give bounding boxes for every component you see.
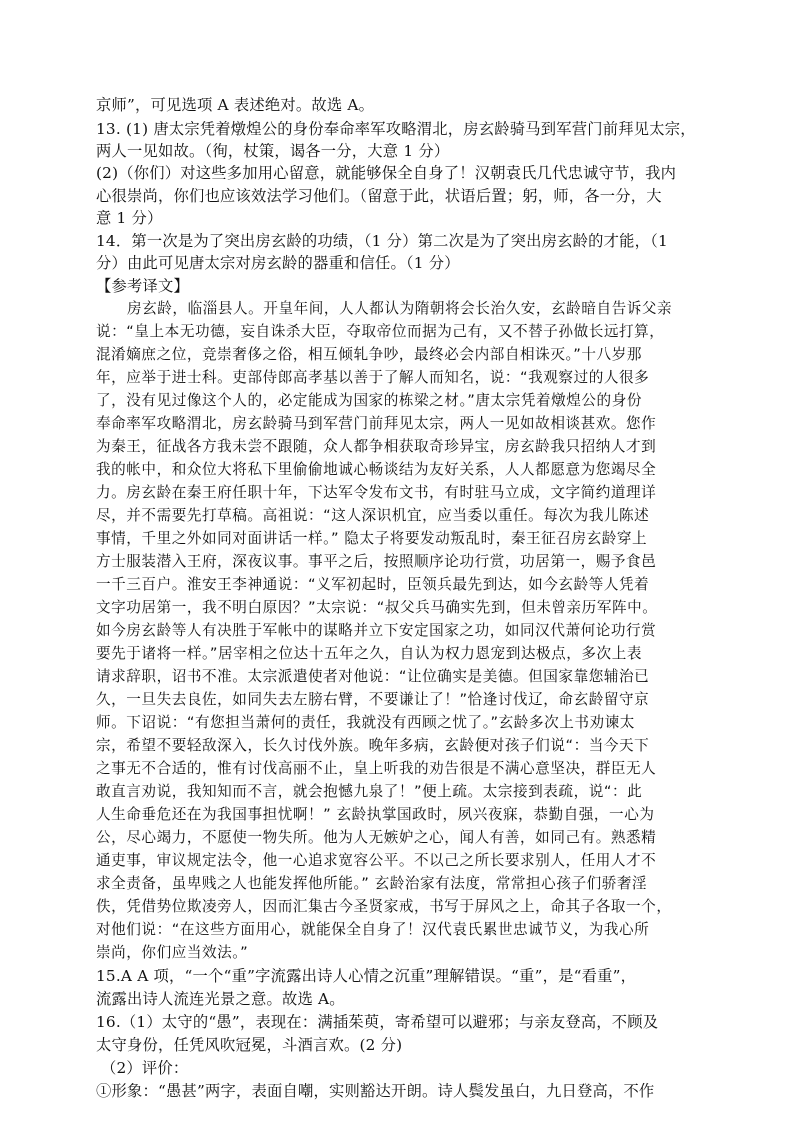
translation-line: 文字功居第一，我不明白原因？”太宗说：“叔父兵马确实先到，但未曾亲历军阵中。	[96, 599, 658, 616]
translation-line: 求全责备，虽卑贱之人也能发挥他所能。” 玄龄治家有法度，常常担心孩子们骄奢淫	[96, 875, 648, 892]
section-heading: 【参考译文】	[96, 277, 189, 295]
translation-line: 一千三百户。淮安王李神通说：“义军初起时，臣领兵最先到达，如今玄龄等人凭着	[96, 576, 650, 593]
translation-line: 师。下诏说：“有您担当萧何的责任，我就没有西顾之忧了。”玄龄多次上书劝谏太	[96, 714, 635, 731]
translation-line: 崇尚，你们应当效法。”	[96, 944, 249, 961]
answer-14-line: 14．第一次是为了突出房玄龄的功绩，（1 分）第二次是为了突出房玄龄的才能，（1	[96, 232, 668, 250]
answer-15-line: 15.A A 项，“一个“重”字流露出诗人心情之沉重”理解错误。“重”，是“看重”，	[96, 967, 637, 985]
translation-line: 房玄龄，临淄县人。开皇年间，人人都认为隋朝将会长治久安，玄龄暗自告诉父亲	[127, 300, 673, 317]
translation-line: 久，一旦失去良佐，如同失去左膀右臂，不要谦让了！”恰逢讨伐辽，命玄龄留守京	[96, 691, 650, 708]
answer-13-1-line: 13. (1) 唐太宗凭着燉煌公的身份奉命率军攻略渭北，房玄龄骑马到军营门前拜见太宗，	[96, 120, 696, 138]
translation-line: 说：“皇上本无功德，妄自诛杀大臣，夺取帝位而据为己有，又不替子孙做长远打算，	[96, 323, 665, 340]
answer-text-line: 两人一见如故。（徇，杖策，谒各一分，大意 1 分）	[96, 142, 450, 160]
translation-line: 之事无不合适的，惟有讨伐高丽不止，皇上听我的劝告很是不满心意坚决，群臣无人	[96, 760, 657, 777]
translation-line: 要先于诸将一样。”居宰相之位达十五年之久，自认为权力恩宠到达极点，多次上表	[96, 645, 642, 662]
translation-line: 人生命垂危还在为我国事担忧啊！” 玄龄执掌国政时，夙兴夜寐，恭勤自强，一心为	[96, 806, 655, 823]
answer-text-line: 京师”，可见选项 A 表述绝对。故选 A。	[96, 96, 375, 114]
translation-line: 佚，凭借势位欺凌旁人，因而汇集古今圣贤家戒，书写于屏风之上，命其子各取一个，	[96, 898, 672, 915]
translation-line: 敢直言劝说，我知知而不言，就会抱憾九泉了！”便上疏。太宗接到表疏，说“：此	[96, 783, 643, 800]
answer-text-line: 太守身份，任凭风吹冠冕，斗酒言欢。(2 分)	[96, 1036, 403, 1054]
translation-line: 通吏事，审议规定法令，他一心追求宽容公平。不以己之所长要求别人，任用人才不	[96, 852, 657, 869]
answer-text-line: 心很崇尚，你们也应该效法学习他们。（留意于此，状语后置；躬，师，各一分，大	[96, 187, 662, 205]
translation-line: 对他们说：“在这些方面用心，就能保全自身了！汉代袁氏累世忠诚节义，为我心所	[96, 921, 650, 938]
translation-line: 为秦王，征战各方我未尝不跟随，众人都争相获取奇珍异宝，房玄龄我只招纳人才到	[96, 438, 657, 455]
translation-line: 如今房玄龄等人有决胜于军帐中的谋略并立下安定国家之功，如同汉代萧何论功行赏	[96, 622, 657, 639]
answer-16-1-line: 16.（1）太守的“愚”，表现在：满插茱萸，寄希望可以避邪；与亲友登高，不顾及	[96, 1013, 659, 1031]
answer-text-line: 分）由此可见唐太宗对房玄龄的器重和信任。（1 分）	[96, 254, 460, 272]
translation-line: 力。房玄龄在秦王府任职十年，下达军令发布文书，有时驻马立成，文字简约道理详	[96, 484, 657, 501]
answer-text-line: ①形象：“愚甚”两字，表面自嘲，实则豁达开朗。诗人鬓发虽白，九日登高，不作	[96, 1082, 655, 1100]
translation-line: 尽，并不需要先打草稿。高祖说：“这人深识机宜，应当委以重任。每次为我儿陈述	[96, 507, 650, 524]
translation-line: 宗，希望不要轻敌深入，长久讨伐外族。晚年多病，玄龄便对孩子们说“：当今天下	[96, 737, 650, 754]
answer-16-2-line: （2）评价：	[101, 1059, 189, 1077]
translation-line: 混淆嫡庶之位，竞崇奢侈之俗，相互倾轧争吵，最终必会内部自相诛灭。”十八岁那	[96, 346, 642, 363]
translation-line: 方士服装潜入王府，深夜议事。事平之后，按照顺序论功行赏，功居第一，赐予食邑	[96, 553, 657, 570]
translation-line: 了，没有见过像这个人的，必定能成为国家的栋梁之材。”唐太宗凭着燉煌公的身份	[96, 392, 642, 409]
translation-line: 年，应举于进士科。吏部侍郎高孝基以善于了解人而知名，说：“我观察过的人很多	[96, 369, 650, 386]
answer-text-line: 意 1 分）	[96, 209, 163, 227]
translation-line: 我的帐中，和众位大将私下里偷偷地诚心畅谈结为友好关系，人人都愿意为您竭尽全	[96, 461, 657, 478]
answer-text-line: 流露出诗人流连光景之意。故选 A。	[96, 990, 345, 1008]
translation-line: 公，尽心竭力，不愿使一物失所。他为人无嫉妒之心，闻人有善，如同己有。熟悉精	[96, 829, 657, 846]
translation-line: 请求辞职，诏书不准。太宗派遣使者对他说：“让位确实是美德。但国家靠您辅治已	[96, 668, 650, 685]
answer-13-2-line: (2)（你们）对这些多加用心留意，就能够保全自身了！汉朝袁氏几代忠诚守节，我内	[96, 164, 677, 182]
translation-line: 事情，千里之外如同对面讲话一样。” 隐太子将要发动叛乱时，秦王征召房玄龄穿上	[96, 530, 648, 547]
translation-line: 奉命率军攻略渭北，房玄龄骑马到军营门前拜见太宗，两人一见如故相谈甚欢。您作	[96, 415, 657, 432]
